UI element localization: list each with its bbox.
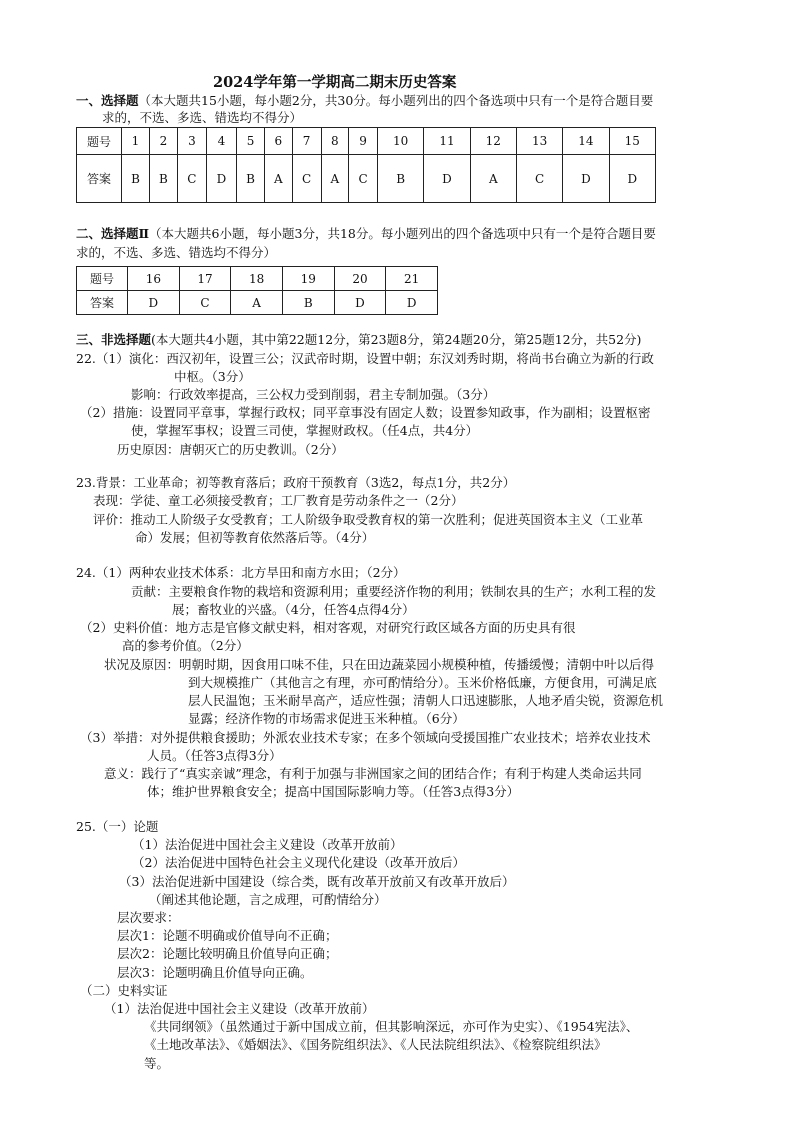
table1-question-cell: 1 — [122, 128, 150, 155]
table1-answer-cell: B — [237, 155, 265, 203]
table1-answer-cell: B — [122, 155, 150, 203]
q22-line: 影响：行政效率提高，三公权力受到削弱，君主专制加强。（3分） — [131, 387, 496, 402]
section2-label: 二、选择题Ⅱ — [76, 226, 150, 241]
q24-line: 状况及原因：明朝时期，因食用口味不佳，只在田边蔬菜园小规模种植，传播缓慢；清朝中叶以后得 — [104, 657, 655, 672]
table2-question-cell: 21 — [386, 267, 438, 291]
table2-question-cell: 16 — [128, 267, 180, 291]
table1-question-cell: 6 — [265, 128, 293, 155]
q25-line: 层次1：论题不明确或价值导向不正确； — [117, 928, 338, 943]
table1-answer-cell: B — [149, 155, 177, 203]
table1-answer-cell: C — [177, 155, 206, 203]
table2-answer-cell: A — [231, 291, 283, 315]
q25-line: 层次3：论题明确且价值导向正确。 — [117, 965, 313, 980]
table2-answer-cell: D — [128, 291, 180, 315]
table2-question-cell: 18 — [231, 267, 283, 291]
table2-answer-cell: D — [386, 291, 438, 315]
table1-answer-cell: D — [206, 155, 236, 203]
table1-row-label: 题号 — [77, 128, 122, 155]
table1-answer-cell: C — [516, 155, 562, 203]
table1-question-cell: 3 — [177, 128, 206, 155]
table1-question-cell: 15 — [609, 128, 655, 155]
section1-desc: （本大题共15小题，每小题2分，共30分。每小题列出的四个备选项中只有一个是符合题目要 — [138, 93, 654, 108]
table2-answer-cell: D — [334, 291, 386, 315]
q25-line: 《土地改革法》、《婚姻法》、《国务院组织法》、《人民法院组织法》、《检察院组织法》 — [144, 1037, 607, 1052]
q22-line: 使，掌握军事权；设置三司使，掌握财政权。（任4点，共4分） — [131, 423, 479, 438]
q25-line: （1）法治促进中国社会主义建设（改革开放前） — [132, 837, 403, 852]
section1-desc-cont: 求的，不选、多选、错选均不得分） — [102, 110, 303, 125]
table1-answer-cell: C — [349, 155, 378, 203]
table2-answer-cell: B — [282, 291, 334, 315]
q22-line: （2）措施：设置同平章事，掌握行政权；同平章事没有固定人数；设置参知政事，作为副相；设置枢密 — [80, 405, 651, 420]
table1-row-label: 答案 — [77, 155, 122, 203]
q25-line: （二）史料实证 — [80, 983, 168, 998]
q22-line: 中枢。（3分） — [174, 369, 251, 384]
q25-line: 层次要求： — [117, 910, 180, 925]
q23-line: 命）发展；但初等教育依然落后等。（4分） — [135, 530, 375, 545]
q23-line: 表现：学徒、童工必须接受教育；工厂教育是劳动条件之一（2分） — [93, 493, 464, 508]
answer-table-2 — [76, 266, 438, 315]
q25-line: 层次2：论题比较明确且价值导向正确； — [117, 946, 338, 961]
q24-line: 展；畜牧业的兴盛。（4分，任答4点得4分） — [172, 602, 415, 617]
q25-line: （阐述其他论题，言之成理，可酌情给分） — [149, 892, 387, 907]
q25-line: （1）法治促进中国社会主义建设（改革开放前） — [104, 1001, 375, 1016]
q24-line: 到大规模推广（其他言之有理，亦可酌情给分）。玉米价格低廉，方便食用，可满足底 — [188, 675, 657, 690]
table2-question-cell: 20 — [334, 267, 386, 291]
table1-answer-cell: B — [378, 155, 424, 203]
q24-line: 显露；经济作物的市场需求促进玉米种植。（6分） — [188, 711, 465, 726]
table2-question-cell: 19 — [282, 267, 334, 291]
table1-question-cell: 9 — [349, 128, 378, 155]
table1-answer-cell: A — [470, 155, 516, 203]
q24-line: 高的参考价值。（2分） — [122, 638, 249, 653]
answer-table-1 — [76, 127, 656, 203]
q25-line: （3）法治促进新中国建设（综合类，既有改革开放前又有改革开放后） — [119, 874, 515, 889]
q24-line: （2）史料价值：地方志是官修文献史料，相对客观，对研究行政区域各方面的历史具有很 — [80, 620, 576, 635]
table1-question-cell: 4 — [206, 128, 236, 155]
table1-question-row — [77, 128, 656, 155]
q25-line: 25.（一）论题 — [76, 819, 159, 834]
section1-label: 一、选择题 — [76, 93, 139, 108]
q25-line: （2）法治促进中国特色社会主义现代化建设（改革开放后） — [132, 855, 465, 870]
table1-answer-row — [77, 155, 656, 203]
section3-desc: (本大题共4小题，其中第22题12分，第23题8分，第24题20分，第25题12分，共52分) — [151, 332, 642, 347]
section2-desc-cont: 求的，不选、多选、错选均不得分） — [76, 245, 277, 260]
table1-answer-cell: A — [321, 155, 349, 203]
page-title: 2024学年第一学期高二期末历史答案 — [213, 74, 457, 91]
q25-line: 等。 — [144, 1056, 170, 1071]
table1-answer-cell: D — [563, 155, 609, 203]
q24-line: 体；维护世界粮食安全；提高中国国际影响力等。（任答3点得3分） — [147, 784, 520, 799]
table1-question-cell: 10 — [378, 128, 424, 155]
table2-answer-row — [77, 291, 438, 315]
section1-heading — [76, 92, 653, 109]
table1-question-cell: 14 — [563, 128, 609, 155]
section3-heading — [76, 331, 641, 348]
q24-line: 意义：践行了“真实亲诚”理念，有利于加强与非洲国家之间的团结合作；有利于构建人类命运共同 — [104, 766, 642, 781]
table1-question-cell: 2 — [149, 128, 177, 155]
table1-question-cell: 5 — [237, 128, 265, 155]
table1-answer-cell: A — [265, 155, 293, 203]
q23-line: 评价：推动工人阶级子女受教育；工人阶级争取受教育权的第一次胜利；促进英国资本主义（工业革 — [93, 512, 644, 527]
section3-label: 三、非选择题 — [76, 332, 152, 347]
table2-answer-cell: C — [179, 291, 231, 315]
table1-question-cell: 7 — [292, 128, 321, 155]
table2-row-label: 答案 — [77, 291, 128, 315]
section2-desc: （本大题共6小题，每小题3分，共18分。每小题列出的四个备选项中只有一个是符合题目要 — [149, 226, 656, 241]
table1-question-cell: 11 — [424, 128, 470, 155]
q25-line: 《共同纲领》（虽然通过于新中国成立前，但其影响深远，亦可作为史实）、《1954宪法》、 — [144, 1019, 639, 1034]
table2-row-label: 题号 — [77, 267, 128, 291]
q22-line: 历史原因：唐朝灭亡的历史教训。（2分） — [117, 442, 344, 457]
table2-question-cell: 17 — [179, 267, 231, 291]
q24-line: （3）举措：对外提供粮食援助；外派农业技术专家；在多个领域向受援国推广农业技术；培养农业技术 — [80, 730, 651, 745]
table1-question-cell: 12 — [470, 128, 516, 155]
table1-question-cell: 13 — [516, 128, 562, 155]
q23-line: 23.背景：工业革命；初等教育落后；政府干预教育（3选2，每点1分，共2分） — [76, 475, 516, 490]
table1-question-cell: 8 — [321, 128, 349, 155]
q24-line: 24.（1）两种农业技术体系：北方旱田和南方水田；（2分） — [76, 565, 406, 580]
q24-line: 层人民温饱；玉米耐旱高产，适应性强；清朝人口迅速膨胀，人地矛盾尖锐，资源危机 — [188, 693, 664, 708]
table1-answer-cell: D — [424, 155, 470, 203]
q24-line: 人员。（任答3点得3分） — [147, 748, 282, 763]
table2-question-row — [77, 267, 438, 291]
q22-line: 22.（1）演化：西汉初年，设置三公；汉武帝时期，设置中朝；东汉刘秀时期，将尚书台确立为新的行政 — [76, 351, 654, 366]
q24-line: 贡献：主要粮食作物的栽培和资源利用；重要经济作物的利用；铁制农具的生产；水利工程的发 — [131, 584, 657, 599]
table1-answer-cell: D — [609, 155, 655, 203]
section2-heading — [76, 225, 656, 242]
table1-answer-cell: C — [292, 155, 321, 203]
